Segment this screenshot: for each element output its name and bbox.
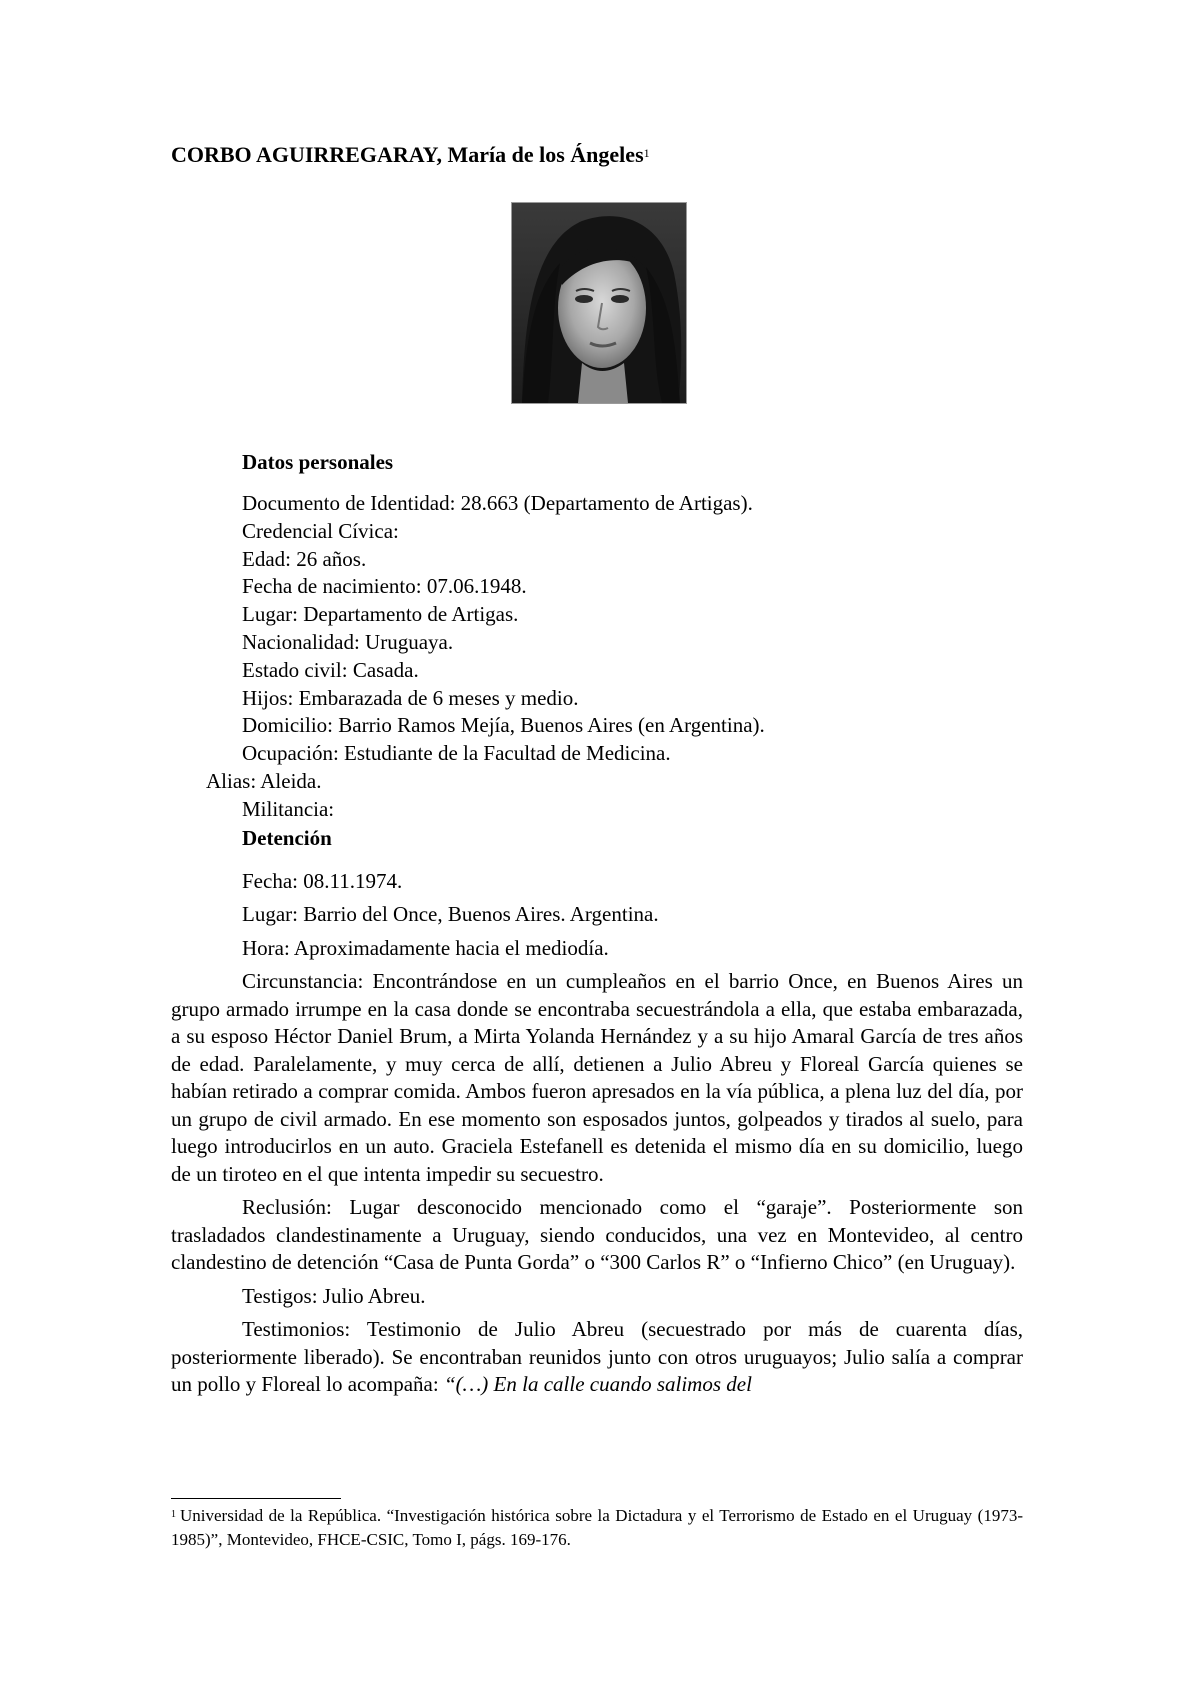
detencion-fecha: Fecha: 08.11.1974.	[242, 868, 403, 893]
footnote	[171, 1504, 1023, 1552]
testimonios-quote: “(…) En la calle cuando salimos del	[443, 1372, 752, 1397]
circunstancia-paragraph: Circunstancia: Encontrándose en un cumpleaños en el barrio Once, en Buenos Aires un grupo armado irrumpe en la casa donde se encontraba secuestrándola a ella, que estaba embarazada, a su esposo Héctor Daniel Brum, a Mirta Yolanda Hernández y a su hijo Amaral García de tres años de edad. Paralelamente, y muy cerca de allí, detienen a Julio Abreu y Floreal García quienes se habían retirado a comprar comida. Ambos fueron apresados en la vía pública, a plena luz del día, por un grupo de civil armado. En ese momento son esposados juntos, golpeados y tirados al suelo, para luego introducirlos en un auto. Graciela Estefanell es detenida el mismo día en su domicilio, luego de un tiroteo en el que intenta impedir su secuestro.	[171, 969, 1023, 1186]
page-title	[171, 140, 650, 170]
hijos: Hijos: Embarazada de 6 meses y medio.	[242, 685, 579, 710]
domicilio: Domicilio: Barrio Ramos Mejía, Buenos Aires (en Argentina).	[242, 713, 765, 738]
footnote-text: Universidad de la República. “Investigación histórica sobre la Dictadura y el Terrorismo de Estado en el Uruguay (1973-1985)”, Montevideo, FHCE-CSIC, Tomo I, págs. 169-176.	[171, 1506, 1023, 1549]
nacionalidad: Nacionalidad: Uruguaya.	[242, 629, 454, 654]
testimonios-paragraph	[171, 1316, 1023, 1399]
detencion-section	[171, 868, 1023, 1399]
testimonios-text: Testimonios: Testimonio de Julio Abreu (secuestrado por más de cuarenta días, posteriormente liberado). Se encontraban reunidos junto con otros uruguayos; Julio salía a comprar un pollo y Floreal lo acompaña:	[171, 1317, 1023, 1397]
datos-personales-list	[206, 490, 1023, 824]
fecha-nacimiento: Fecha de nacimiento: 07.06.1948.	[242, 574, 527, 599]
footnote-number: 1	[171, 1509, 176, 1520]
alias: Alias: Aleida.	[206, 768, 322, 793]
section-heading-datos-personales: Datos personales	[242, 450, 394, 474]
ocupacion: Ocupación: Estudiante de la Facultad de Medicina.	[242, 741, 671, 766]
detencion-hora: Hora: Aproximadamente hacia el mediodía.	[242, 935, 609, 960]
documento-identidad: Documento de Identidad: 28.663 (Departamento de Artigas).	[242, 491, 753, 515]
edad: Edad: 26 años.	[242, 546, 367, 571]
section-heading-detencion: Detención	[242, 825, 332, 850]
portrait-image	[512, 203, 686, 403]
estado-civil: Estado civil: Casada.	[242, 657, 419, 682]
credencial-civica: Credencial Cívica:	[242, 518, 399, 543]
document-body	[171, 448, 1023, 1399]
footnote-separator	[171, 1498, 341, 1499]
detencion-lugar: Lugar: Barrio del Once, Buenos Aires. Argentina.	[242, 902, 659, 927]
militancia: Militancia:	[242, 796, 335, 821]
footnote-ref: 1	[643, 146, 650, 160]
lugar-nacimiento: Lugar: Departamento de Artigas.	[242, 602, 519, 627]
reclusion-paragraph: Reclusión: Lugar desconocido mencionado como el “garaje”. Posteriormente son trasladados clandestinamente a Uruguay, siendo conducidos, una vez en Montevideo, al centro clandestino de detención “Casa de Punta Gorda” o “300 Carlos R” o “Infierno Chico” (en Uruguay).	[171, 1195, 1023, 1275]
testigos: Testigos: Julio Abreu.	[242, 1283, 426, 1308]
title-text: CORBO AGUIRREGARAY, María de los Ángeles	[171, 142, 644, 167]
portrait-photo	[511, 202, 687, 404]
